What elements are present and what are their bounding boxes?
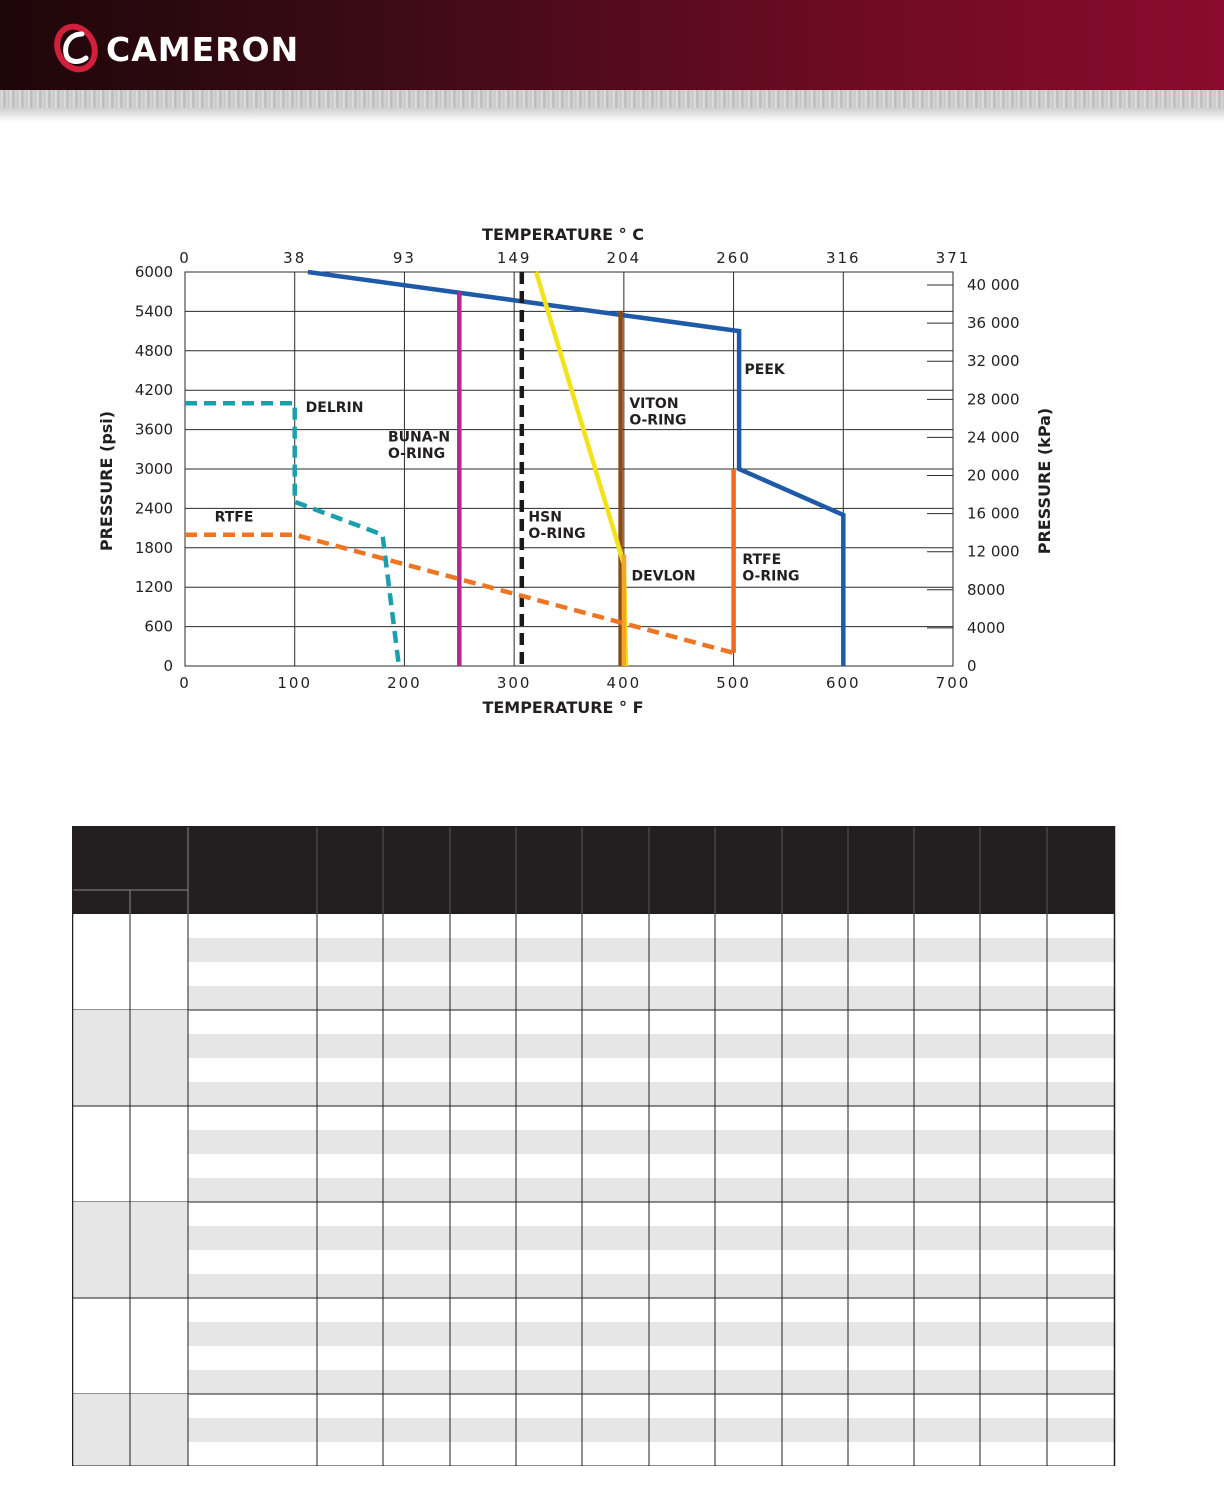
chart-grid: [185, 272, 953, 666]
table-row-shade: [188, 986, 1114, 1010]
x-top-tick-label: 38: [283, 249, 307, 267]
series-label: VITON: [629, 395, 679, 412]
table-row-shade: [188, 1082, 1114, 1106]
y-tick-label: 0: [163, 657, 173, 675]
x-tick-label: 100: [277, 674, 313, 692]
series-label: PEEK: [744, 361, 785, 378]
brand-name: CAMERON: [106, 30, 300, 69]
y-right-tick-label: 24 000: [967, 428, 1020, 447]
series-label: BUNA-N: [387, 429, 451, 446]
table-row-shade: [188, 938, 1114, 962]
x-top-tick-label: 371: [935, 249, 971, 267]
y-right-axis-title: PRESSURE (kPa): [1035, 407, 1054, 555]
y-right-tick-label: 36 000: [967, 314, 1020, 333]
series-label: RTFE: [742, 552, 782, 569]
y-tick-label: 2400: [134, 499, 173, 518]
y-tick-label: 5400: [134, 302, 173, 321]
x-axis-title: TEMPERATURE ° F: [482, 698, 644, 717]
y-tick-label: 4200: [134, 381, 173, 400]
series-label: O-RING: [387, 445, 446, 462]
y-right-tick-label: 16 000: [967, 504, 1020, 523]
y-right-tick-label: 4000: [967, 618, 1006, 637]
x-top-tick-label: 93: [392, 249, 416, 267]
series-label: DEVLON: [631, 568, 696, 585]
y-right-tick-label: 28 000: [967, 390, 1020, 409]
y-tick-label: 4800: [134, 341, 173, 360]
y-right-tick-label: 40 000: [967, 276, 1020, 295]
y-right-tick-label: 0: [967, 657, 977, 675]
x-top-tick-label: 0: [179, 249, 191, 267]
series-label: RTFE: [214, 509, 254, 526]
y-tick-label: 6000: [134, 263, 173, 281]
x-top-tick-label: 204: [606, 249, 642, 267]
y-right-tick-label: 32 000: [967, 352, 1020, 371]
table-row-shade: [188, 1130, 1114, 1154]
y-axis-title: PRESSURE (psi): [97, 410, 116, 552]
rating-table: [72, 826, 1116, 1466]
table-row-shade: [188, 1418, 1114, 1442]
table-row-shade: [188, 1274, 1114, 1298]
x-tick-label: 200: [387, 674, 422, 692]
x-tick-label: 400: [606, 674, 642, 692]
x-top-tick-label: 149: [496, 249, 532, 267]
table-row-shade: [188, 1370, 1114, 1394]
table-header: [72, 826, 1114, 914]
y-tick-label: 600: [144, 617, 173, 636]
y-tick-label: 3000: [134, 460, 173, 478]
x-top-tick-label: 316: [825, 249, 861, 267]
x-tick-label: 700: [935, 674, 971, 692]
x-tick-label: 0: [179, 674, 191, 692]
y-tick-label: 3600: [134, 420, 173, 439]
y-right-tick-label: 8000: [967, 580, 1006, 599]
series-label: O-RING: [742, 568, 800, 585]
x-tick-label: 600: [825, 674, 861, 692]
series-label: HSN: [528, 509, 562, 526]
y-right-tick-label: 12 000: [967, 542, 1020, 561]
x-tick-label: 500: [716, 674, 751, 692]
series-label: DELRIN: [305, 399, 364, 416]
x-tick-label: 300: [496, 674, 532, 692]
x-top-tick-label: 260: [716, 249, 751, 267]
table-row-shade: [188, 1178, 1114, 1202]
table-row-shade: [188, 1322, 1114, 1346]
y-tick-label: 1200: [134, 578, 173, 597]
y-right-tick-label: 20 000: [967, 466, 1020, 485]
chart-labels: [97, 225, 1054, 717]
series-label: O-RING: [528, 525, 586, 542]
x-top-axis-title: TEMPERATURE ° C: [482, 225, 644, 244]
y-tick-label: 1800: [134, 538, 173, 557]
table-row-shade: [188, 1226, 1114, 1250]
series-label: O-RING: [629, 412, 687, 429]
table-row-shade: [188, 1034, 1114, 1058]
